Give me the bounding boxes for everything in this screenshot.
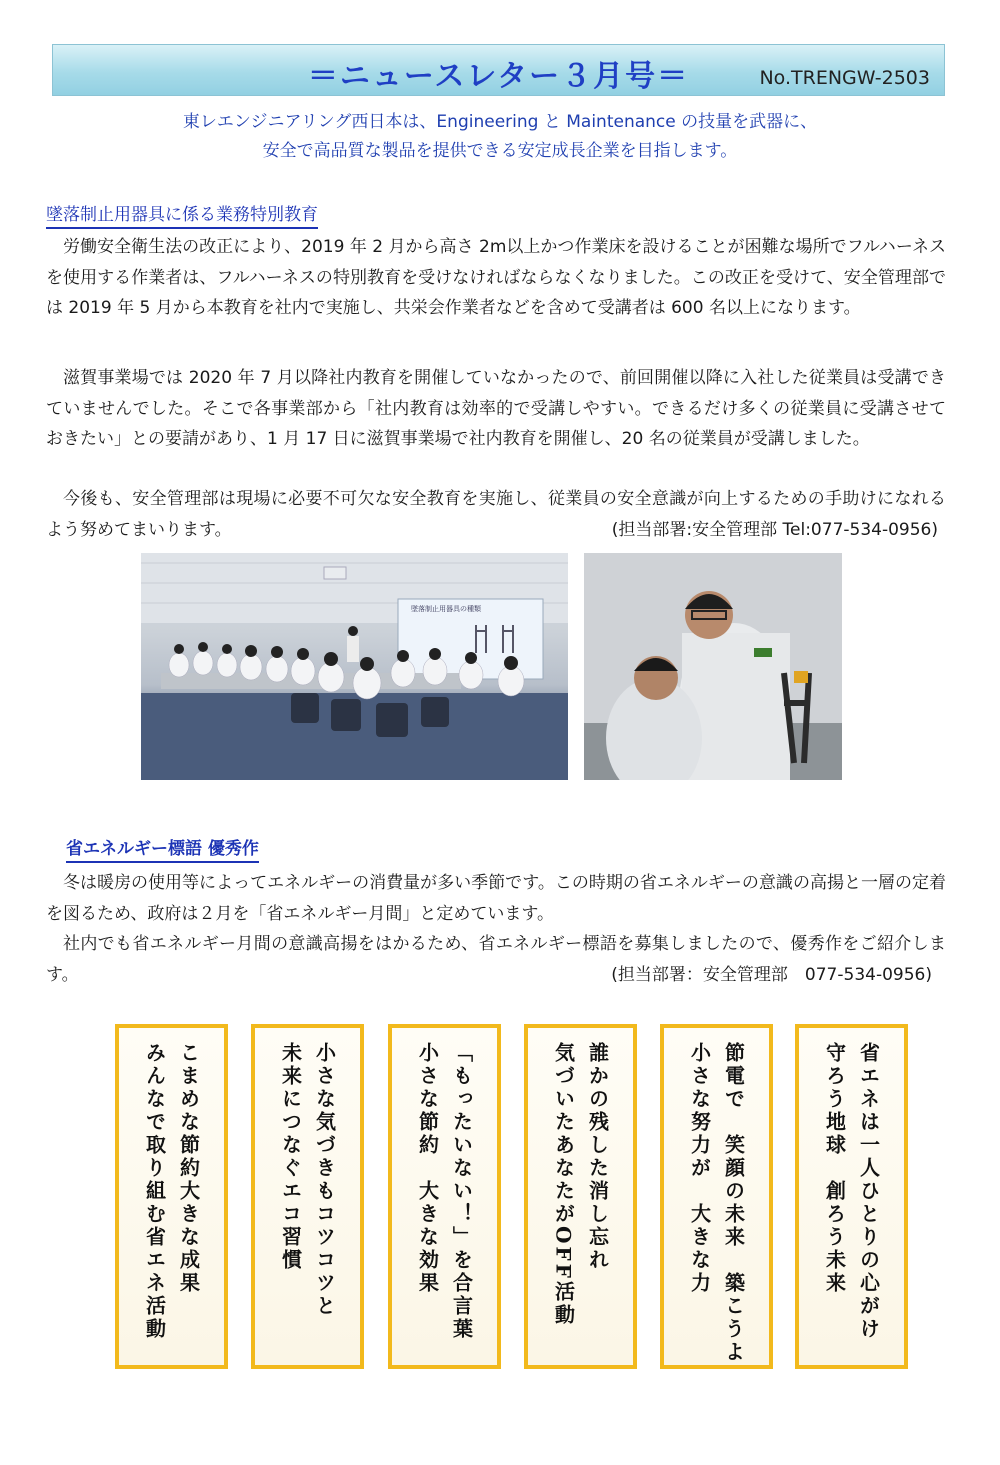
slogan-text bbox=[547, 1042, 615, 1365]
slogan-line: 守ろう地球 創ろう未来 bbox=[822, 1042, 847, 1295]
slogan-card bbox=[388, 1024, 501, 1369]
slogan-text bbox=[683, 1042, 751, 1365]
slogan-line: 「もったいない！」を合言葉 bbox=[449, 1042, 474, 1341]
section2-title: 省エネルギー標語 優秀作 bbox=[66, 838, 259, 863]
slogan-card bbox=[524, 1024, 637, 1369]
newsletter-title: ＝ニュースレター３月号＝ bbox=[307, 59, 690, 94]
section1-title: 墜落制止用器具に係る業務特別教育 bbox=[46, 204, 318, 229]
slogan-line: 節電で 笑顔の未来 築こうよ bbox=[721, 1042, 746, 1364]
header-banner bbox=[52, 44, 945, 96]
slogan-card bbox=[251, 1024, 364, 1369]
intro-line-2: 安全で高品質な製品を提供できる安定成長企業を目指します。 bbox=[262, 141, 738, 161]
slogan-line: 未来につなぐエコ習慣 bbox=[278, 1042, 303, 1272]
slogan-line: こまめな節約大きな成果 bbox=[176, 1042, 201, 1295]
section1-paragraph-1: 労働安全衛生法の改正により、2019 年 2 月から高さ 2m以上かつ作業床を設けることが困難な場所でフルハーネスを使用する作業者は、フルハーネスの特別教育を受けなければならなくなりました。この改正を受けて、安全管理部では 2019 年 5 月から本教育を社内で実施し、共栄会作業者などを含めて受講者は 600 名以上になります。 bbox=[46, 237, 947, 318]
slogan-line: 省エネは一人ひとりの心がけ bbox=[856, 1042, 881, 1341]
intro-statement bbox=[0, 108, 1000, 166]
slogan-card bbox=[660, 1024, 773, 1369]
slogan-line: みんなで取り組む省エネ活動 bbox=[142, 1042, 167, 1341]
intro-line-1: 東レエンジニアリング西日本は、Engineering と Maintenance の技量を武器に、 bbox=[182, 112, 818, 132]
slogan-line: 小さな努力が 大きな力 bbox=[687, 1042, 712, 1295]
newsletter-number: No.TRENGW-2503 bbox=[759, 67, 930, 89]
section1-contact: (担当部署:安全管理部 Tel:077-534-0956) bbox=[611, 520, 938, 540]
section2-paragraph-1: 冬は暖房の使用等によってエネルギーの消費量が多い季節です。この時期の省エネルギーの意識の高揚と一層の定着を図るため、政府は２月を「省エネルギー月間」と定めています。 bbox=[46, 873, 946, 924]
slide-caption: 墜落制止用器具の種類 bbox=[411, 605, 481, 613]
slogan-card bbox=[115, 1024, 228, 1369]
section2-contact: (担当部署：安全管理部 077-534-0956) bbox=[611, 965, 932, 985]
section1-paragraph-2: 滋賀事業場では 2020 年 7 月以降社内教育を開催していなかったので、前回開催以降に入社した従業員は受講できていませんでした。そこで各事業部から「社内教育は効率的で受講しやすい。できるだけ多くの従業員に受講させておきたい」との要請があり、1 月 17 日に滋賀事業場で社内教育を開催し、20 名の従業員が受講しました。 bbox=[46, 368, 946, 449]
section2-paragraph-2: 社内でも省エネルギー月間の意識高揚をはかるため、省エネルギー標語を募集しましたので、優秀作をご紹介します。 bbox=[46, 934, 946, 985]
training-room-illustration bbox=[141, 553, 568, 780]
slogan-text bbox=[138, 1042, 206, 1365]
harness-demo-illustration bbox=[584, 553, 842, 780]
slogan-line: 気づいたあなたがOFF活動 bbox=[551, 1042, 576, 1327]
slogan-line: 小さな気づきもコツコツと bbox=[312, 1042, 337, 1318]
slogan-line: 小さな節約 大きな効果 bbox=[415, 1042, 440, 1295]
slogan-text bbox=[274, 1042, 342, 1365]
slogan-text bbox=[818, 1042, 886, 1365]
harness-demo-photo bbox=[584, 553, 842, 780]
slogan-card bbox=[795, 1024, 908, 1369]
slogan-text bbox=[411, 1042, 479, 1365]
section1-paragraph-3: 今後も、安全管理部は現場に必要不可欠な安全教育を実施し、従業員の安全意識が向上するための手助けになれるよう努めてまいります。 bbox=[46, 489, 946, 540]
training-room-photo bbox=[141, 553, 568, 780]
slogan-line: 誰かの残した消し忘れ bbox=[585, 1042, 610, 1272]
